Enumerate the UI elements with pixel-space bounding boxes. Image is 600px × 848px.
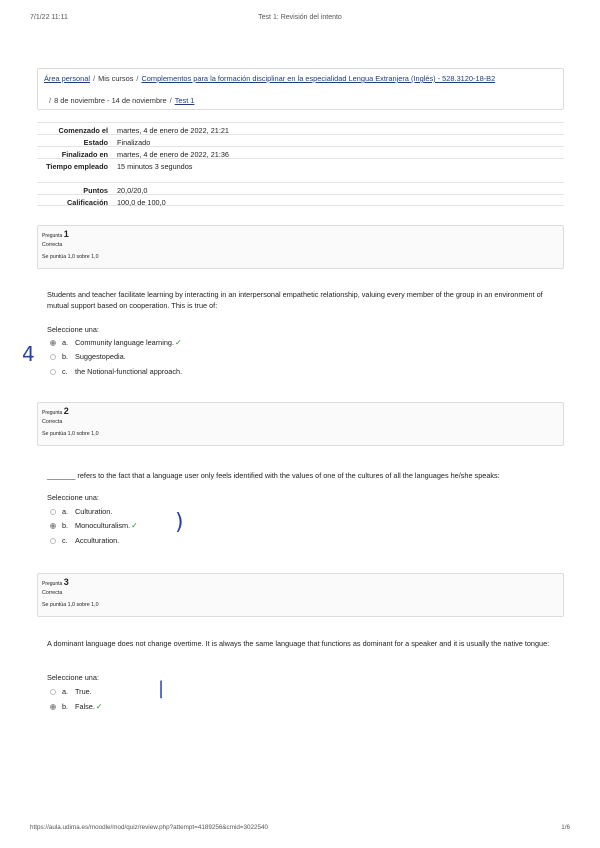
radio-button[interactable] bbox=[50, 689, 56, 695]
question-state: Correcta bbox=[42, 242, 63, 248]
print-header bbox=[30, 14, 570, 26]
question-state: Correcta bbox=[42, 419, 63, 425]
question-3-answer-b[interactable]: b. False.✓ bbox=[50, 701, 103, 712]
radio-button[interactable] bbox=[50, 538, 56, 544]
attempt-summary-table bbox=[37, 122, 564, 206]
summary-row bbox=[37, 158, 564, 182]
breadcrumb-separator: / bbox=[136, 74, 139, 83]
summary-value: 20,0/20,0 bbox=[117, 186, 148, 195]
breadcrumb-quiz-link[interactable]: Test 1 bbox=[174, 96, 195, 105]
breadcrumb-course-link[interactable]: Complementos para la formación disciplinar en la especialidad Lengua Extranjera (Inglés) - 528.3120-18-B2 bbox=[141, 74, 496, 83]
question-number: Pregunta 3 bbox=[42, 577, 69, 587]
question-1-text: Students and teacher facilitate learning by interacting in an interpersonal empathetic relationship, valuing every member of the group in an environment of mutual support based on cooperation. This is true of: bbox=[47, 290, 543, 310]
question-3-prompt: Seleccione una: bbox=[47, 673, 99, 682]
question-3-info bbox=[37, 573, 564, 617]
radio-button[interactable] bbox=[50, 369, 56, 375]
summary-value: martes, 4 de enero de 2022, 21:36 bbox=[117, 150, 229, 159]
question-3-text: A dominant language does not change overtime. It is always the same language that functions as dominant for a speaker and it is usually the native tongue: bbox=[47, 639, 550, 648]
summary-row bbox=[37, 134, 564, 146]
breadcrumb bbox=[37, 68, 564, 110]
summary-label: Finalizado en bbox=[61, 150, 108, 159]
breadcrumb-separator: / bbox=[49, 96, 52, 105]
question-1-answer-c[interactable]: c. the Notional-functional approach. bbox=[50, 366, 182, 377]
summary-row bbox=[37, 182, 564, 194]
summary-value: 100,0 de 100,0 bbox=[117, 198, 166, 207]
breadcrumb-courses[interactable]: Mis cursos bbox=[98, 74, 134, 83]
handwritten-note: 4 bbox=[22, 342, 35, 366]
summary-label: Calificación bbox=[67, 198, 108, 207]
correct-check-icon: ✓ bbox=[95, 702, 103, 711]
question-number: Pregunta 1 bbox=[42, 229, 69, 239]
question-2-answer-c[interactable]: c. Acculturation. bbox=[50, 535, 119, 546]
summary-value: martes, 4 de enero de 2022, 21:21 bbox=[117, 126, 229, 135]
question-2-answer-a[interactable]: a. Culturation. bbox=[50, 506, 112, 517]
summary-row bbox=[37, 146, 564, 158]
handwritten-note: | bbox=[158, 678, 165, 699]
question-2-info bbox=[37, 402, 564, 446]
question-grade: Se puntúa 1,0 sobre 1,0 bbox=[42, 431, 99, 437]
question-3-answer-a[interactable]: a. True. bbox=[50, 686, 92, 697]
print-url: https://aula.udima.es/moodle/mod/quiz/review.php?attempt=4189256&cmid=3022540 bbox=[30, 824, 269, 831]
breadcrumb-separator: / bbox=[169, 96, 172, 105]
print-page-number: 1/6 bbox=[561, 824, 570, 831]
correct-check-icon: ✓ bbox=[174, 338, 182, 347]
summary-value: Finalizado bbox=[117, 138, 151, 147]
radio-button[interactable] bbox=[50, 704, 56, 710]
summary-value: 15 minutos 3 segundos bbox=[117, 162, 193, 171]
radio-button[interactable] bbox=[50, 340, 56, 346]
print-footer bbox=[30, 824, 570, 834]
print-date: 7/1/22 11:11 bbox=[30, 14, 68, 21]
summary-label: Tiempo empleado bbox=[46, 162, 108, 171]
question-state: Correcta bbox=[42, 590, 63, 596]
question-number: Pregunta 2 bbox=[42, 406, 69, 416]
summary-row bbox=[37, 194, 564, 206]
correct-check-icon: ✓ bbox=[131, 521, 138, 530]
question-1-prompt: Seleccione una: bbox=[47, 325, 99, 334]
question-grade: Se puntúa 1,0 sobre 1,0 bbox=[42, 254, 99, 260]
question-2-answer-b[interactable]: b. Monoculturalism.✓ bbox=[50, 520, 138, 531]
breadcrumb-separator: / bbox=[93, 74, 96, 83]
breadcrumb-home-link[interactable]: Área personal bbox=[44, 74, 91, 83]
summary-label: Comenzado el bbox=[58, 126, 108, 135]
summary-label: Estado bbox=[83, 138, 108, 147]
question-1-answer-b[interactable]: b. Suggestopedia. bbox=[50, 351, 126, 362]
breadcrumb-section[interactable]: 8 de noviembre - 14 de noviembre bbox=[54, 96, 167, 105]
question-grade: Se puntúa 1,0 sobre 1,0 bbox=[42, 602, 99, 608]
radio-button[interactable] bbox=[50, 354, 56, 360]
question-2-text: _______ refers to the fact that a language user only feels identified with the values of one of the cultures of all the languages he/she speaks: bbox=[47, 471, 500, 480]
summary-row bbox=[37, 122, 564, 134]
question-1-answer-a[interactable]: a. Community language learning.✓ bbox=[50, 337, 182, 348]
question-1-info bbox=[37, 225, 564, 269]
summary-label: Puntos bbox=[83, 186, 108, 195]
radio-button[interactable] bbox=[50, 509, 56, 515]
print-title: Test 1: Revisión del intento bbox=[258, 14, 342, 21]
radio-button[interactable] bbox=[50, 523, 56, 529]
question-2-prompt: Seleccione una: bbox=[47, 493, 99, 502]
handwritten-note: ) bbox=[175, 510, 184, 535]
